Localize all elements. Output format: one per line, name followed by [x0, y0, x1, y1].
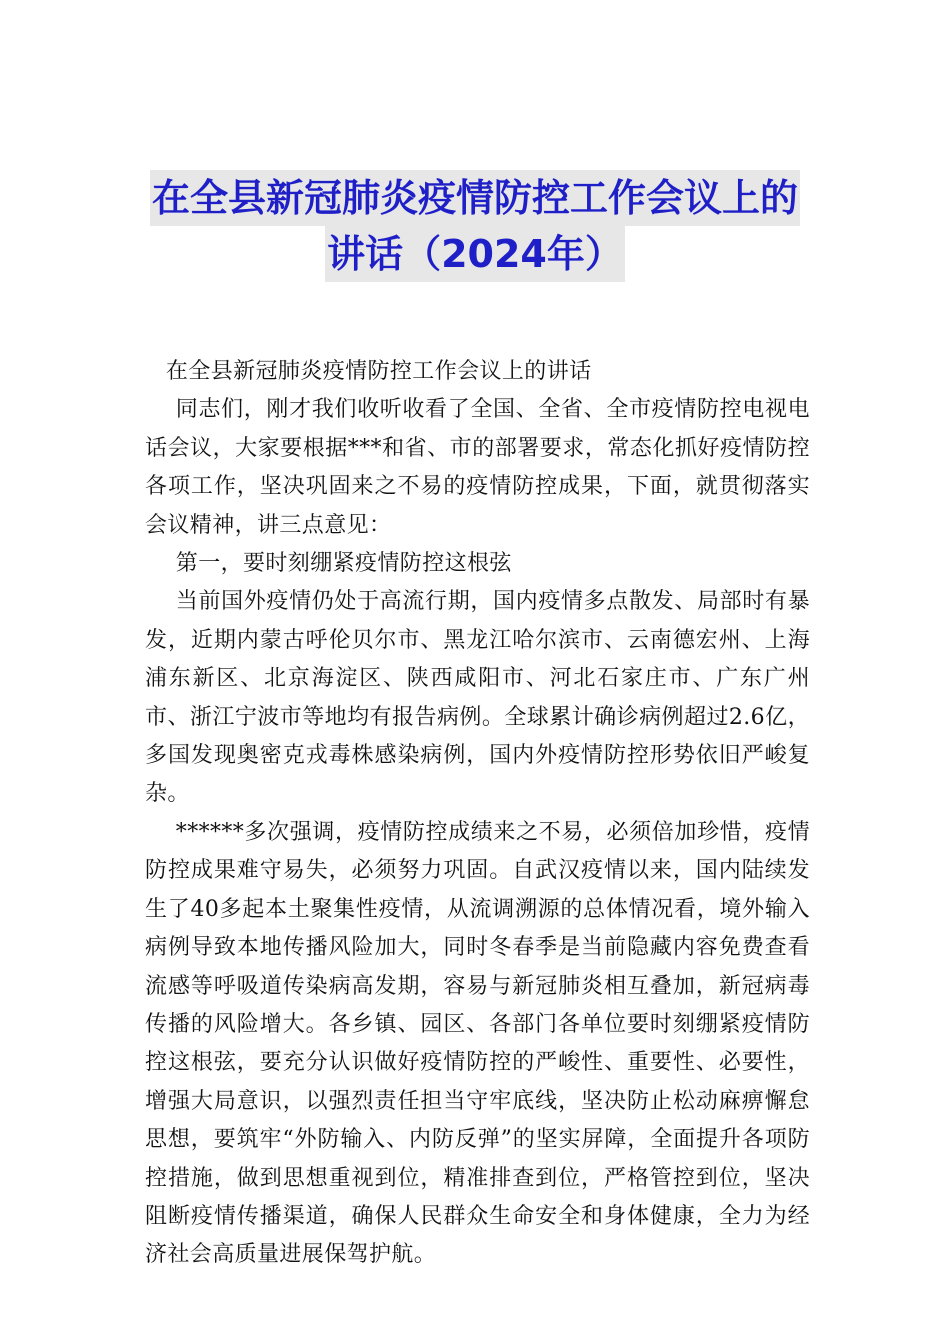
paragraph-situation: 当前国外疫情仍处于高流行期，国内疫情多点散发、局部时有暴发，近期内蒙古呼伦贝尔市、黑龙江哈尔滨市、云南德宏州、上海浦东新区、北京海淀区、陕西咸阳市、河北石家庄市、广东广州市、浙江宁波市等地均有报告病例。全球累计确诊病例超过2.6亿，多国发现奥密克戎毒株感染病例，国内外疫情防控形势依旧严峻复杂。 — [145, 589, 810, 807]
document-title — [100, 170, 850, 282]
paragraph-emphasis: ******多次强调，疫情防控成绩来之不易，必须倍加珍惜，疫情防控成果难守易失，必须努力巩固。自武汉疫情以来，国内陆续发生了40多起本土聚集性疫情，从流调溯源的总体情况看，境外输入病例导致本地传播风险加大，同时冬春季是当前隐藏内容免费查看流感等呼吸道传染病高发期，容易与新冠肺炎相互叠加，新冠病毒传播的风险增大。各乡镇、园区、各部门各单位要时刻绷紧疫情防控这根弦，要充分认识做好疫情防控的严峻性、重要性、必要性，增强大局意识，以强烈责任担当守牢底线，坚决防止松动麻痹懈怠思想，要筑牢“外防输入、内防反弹”的坚实屏障，全面提升各项防控措施，做到思想重视到位，精准排查到位，严格管控到位，坚决阻断疫情传播渠道，确保人民群众生命安全和身体健康，全力为经济社会高质量进展保驾护航。 — [145, 819, 810, 1268]
title-line-2: 讲话（2024年） — [325, 226, 625, 282]
speech-subtitle: 在全县新冠肺炎疫情防控工作会议上的讲话 — [165, 359, 592, 384]
paragraph-opening: 同志们，刚才我们收听收看了全国、全省、全市疫情防控电视电话会议，大家要根据***和省、市的部署要求，常态化抓好疫情防控各项工作，坚决巩固来之不易的疫情防控成果，下面，就贯彻落实会议精神，讲三点意见： — [145, 397, 810, 538]
section-heading-first: 第一，要时刻绷紧疫情防控这根弦 — [175, 551, 512, 577]
title-line-1: 在全县新冠肺炎疫情防控工作会议上的 — [150, 170, 800, 226]
document-body — [145, 353, 810, 1275]
